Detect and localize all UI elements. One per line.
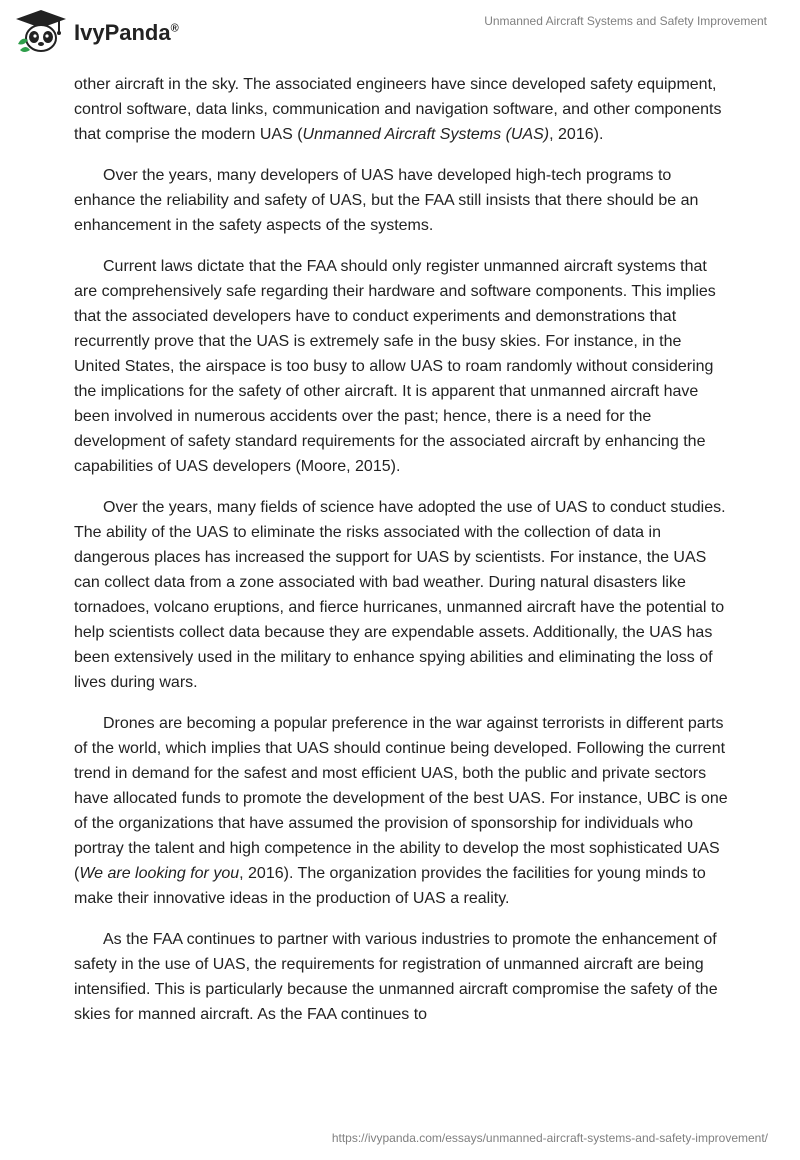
logo-text: IvyPanda® <box>74 20 179 45</box>
ivypanda-logo[interactable] <box>14 8 179 54</box>
page-header <box>0 0 800 70</box>
source-url[interactable]: https://ivypanda.com/essays/unmanned-aircraft-systems-and-safety-improvement/ <box>331 1131 768 1145</box>
paragraph-5: Drones are becoming a popular preference in the war against terrorists in different parts of the world, which implies that UAS should continue being developed. Following the current trend in demand for the safest and most efficient UAS, both the public and private sectors have allocated funds to promote the development of the best UAS. For instance, UBC is one of the organizations that have assumed the provision of sponsorship for individuals who portray the talent and high competence in the ability to develop the most sophisticated UAS (We are looking for you, 2016). The organization provides the facilities for young minds to make their innovative ideas in the production of UAS a reality. <box>74 715 728 907</box>
citation-italic: We are looking for you <box>79 865 240 882</box>
paragraph-2: Over the years, many developers of UAS have developed high-tech programs to enhance the reliability and safety of UAS, but the FAA still insists that there should be an enhancement in the safety aspects of the systems. <box>74 167 699 234</box>
essay-body <box>74 72 730 1043</box>
panda-graduate-icon <box>14 8 68 54</box>
paragraph-3: Current laws dictate that the FAA should only register unmanned aircraft systems that are comprehensively safe regarding their hardware and software components. This implies that the associated developers have to conduct experiments and demonstrations that recurrently prove that the UAS is extremely safe in the busy skies. For instance, in the United States, the airspace is too busy to allow UAS to roam randomly without considering the implications for the safety of other aircraft. It is apparent that unmanned aircraft have been involved in numerous accidents over the past; hence, there is a need for the development of safety standard requirements for the associated aircraft by enhancing the capabilities of UAS developers (Moore, 2015). <box>74 258 716 475</box>
citation-italic: Unmanned Aircraft Systems (UAS) <box>302 126 550 143</box>
paragraph-4: Over the years, many fields of science have adopted the use of UAS to conduct studies. The ability of the UAS to eliminate the risks associated with the collection of data in dangerous places has increased the support for UAS by scientists. For instance, the UAS can collect data from a zone associated with bad weather. During natural disasters like tornadoes, volcano eruptions, and fierce hurricanes, unmanned aircraft have the potential to help scientists collect data because they are expendable assets. Additionally, the UAS has been extensively used in the military to enhance spying abilities and eliminating the loss of lives during wars. <box>74 499 726 691</box>
paragraph-1: other aircraft in the sky. The associated engineers have since developed safety equipment, control software, data links, communication and navigation software, and other components that comprise the modern UAS (Unmanned Aircraft Systems (UAS), 2016). <box>74 76 722 143</box>
paragraph-6: As the FAA continues to partner with various industries to promote the enhancement of safety in the use of UAS, the requirements for registration of unmanned aircraft are being intensified. This is particularly because the unmanned aircraft compromise the safety of the skies for manned aircraft. As the FAA continues to <box>74 931 718 1023</box>
document-title: Unmanned Aircraft Systems and Safety Improvement <box>484 14 767 28</box>
registered-mark: ® <box>170 22 179 35</box>
